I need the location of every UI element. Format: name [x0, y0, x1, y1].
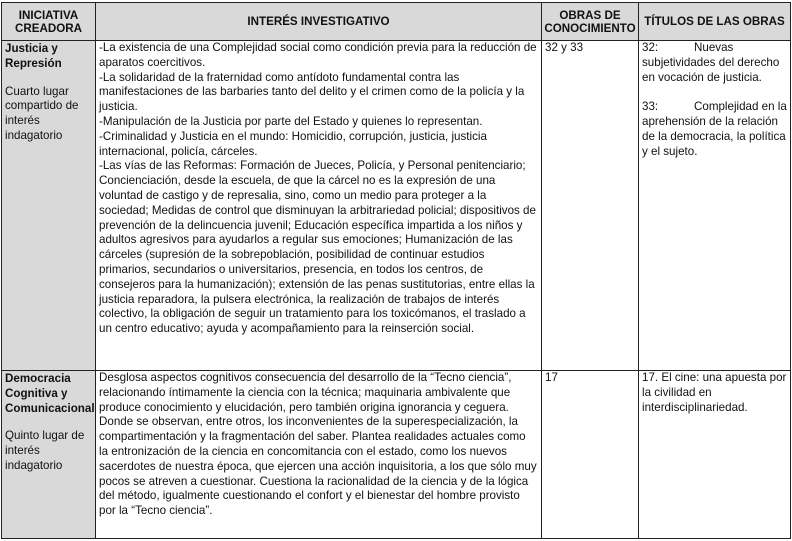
initiative-rank: Cuarto lugar compartido de interés indagatorio	[5, 84, 79, 142]
initiative-cell	[2, 371, 96, 539]
interest-item: -Las vías de las Reformas: Formación de Jueces, Policía, y Personal penitenciario; Concienciación, desde la escuela, de que la cárcel no es la expresión de una voluntad de castigo y de represalia, sino, como un medio para proteger a la sociedad; Medidas de control que disminuyan la arbitrariedad policial; dispositivos de prevención de la delincuencia juvenil; Educación específica impartida a los niños y adultos agresivos para ayudarlos a regular sus emociones; Humanización de las cárceles (supresión de la sobrepoblación, posibilidad de continuar estudios primarios, secundarios o universitarios, presencia, en todos los centros, de consejeros para la humanización); extensión de las penas sustitutorias, entre ellas la justicia reparadora, la pulsera electrónica, la realización de trabajos de interés colectivo, la obligación de seguir un tratamiento para los toxicómanos, el traslado a un centro educativo; ayuda y acompañamiento para la reinserción social.	[99, 159, 536, 336]
initiative-cell	[2, 41, 96, 371]
table-row	[2, 41, 791, 371]
title-number: 33:	[642, 100, 659, 114]
title-entry	[642, 41, 787, 85]
header-row	[2, 3, 791, 41]
table-row	[2, 371, 791, 539]
initiative-title: Justicia y Represión	[5, 42, 62, 70]
works-cell: 32 y 33	[542, 41, 639, 371]
title-number: 32:	[642, 41, 659, 54]
title-entry	[642, 100, 787, 159]
interest-item: -Criminalidad y Justicia en el mundo: Homicidio, corrupción, justicia, justicia internacional, policía, cárceles.	[99, 129, 487, 158]
title-text: 17. El cine: una apuesta por la civilidad en interdisciplinariedad.	[642, 371, 787, 414]
interest-cell	[96, 371, 542, 539]
interest-cell	[96, 41, 542, 371]
header-interest: INTERÉS INVESTIGATIVO	[96, 3, 542, 41]
header-works: OBRAS DE CONOCIMIENTO	[542, 3, 639, 41]
interest-text: Desglosa aspectos cognitivos consecuencia del desarrollo de la “Tecno ciencia”, relacionando íntimamente la ciencia con la técnica; maquinaria ambivalente que produce conocimiento y elucidación, pero también origina ignorancia y ceguera. Donde se observan, entre otros, los inconvenientes de la superespecialización, la compartimentación y la fragmentación del saber. Plantea realidades actuales como la entronización de la ciencia en concomitancia con el estado, como los nuevos sacerdotes de nuestra época, que ejercen una acción inquisitoria, a los que sólo muy pocos se atreven a cuestionar. Cuestiona la racionalidad de la ciencia y de la lógica del método, igualmente cuestionando el confort y el bienestar del hombre provisto por la “Tecno ciencia”.	[99, 371, 537, 518]
header-initiative: INICIATIVA CREADORA	[2, 3, 96, 41]
interest-item: -Manipulación de la Justicia por parte del Estado y quienes lo representan.	[99, 114, 483, 128]
initiative-rank: Quinto lugar de interés indagatorio	[5, 429, 85, 472]
header-titles: TÍTULOS DE LAS OBRAS	[639, 3, 791, 41]
title-text: Complejidad en la aprehensión de la relación de la democracia, la política y el sujeto.	[642, 100, 787, 158]
title-text: Nuevas subjetividades del derecho en vocación de justicia.	[642, 41, 780, 84]
interest-item: -La existencia de una Complejidad social como condición previa para la reducción de aparatos coercitivos.	[99, 41, 537, 69]
titles-cell	[639, 371, 791, 539]
works-cell: 17	[542, 371, 639, 539]
titles-cell	[639, 41, 791, 371]
initiative-title: Democracia Cognitiva y Comunicacional	[5, 372, 95, 415]
research-table	[1, 2, 791, 539]
interest-item: -La solidaridad de la fraternidad como antídoto fundamental contra las manifestaciones de las barbaries tanto del delito y el crimen como de la policía y la justicia.	[99, 70, 525, 114]
